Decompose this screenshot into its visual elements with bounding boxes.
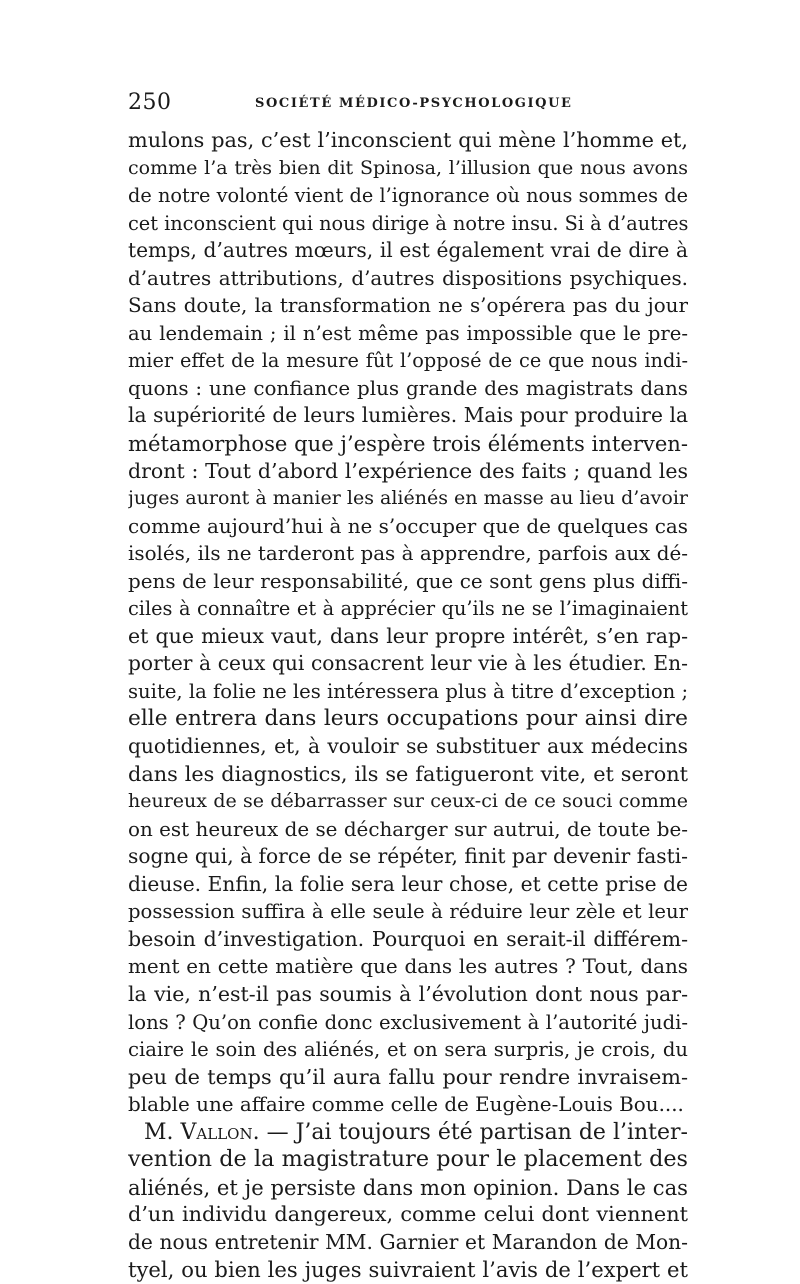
text-line: ciaire le soin des aliénés, et on sera surpris, je crois, du	[128, 1038, 688, 1062]
text-line: blable une affaire comme celle de Eugène-Louis Bou....	[128, 1093, 684, 1117]
text-line: suite, la folie ne les intéressera plus à titre d’exception ;	[128, 679, 688, 703]
text-line: vention de la magistrature pour le placement des	[128, 1146, 688, 1173]
body-text	[128, 127, 688, 1284]
text-line: de notre volonté vient de l’ignorance où nous sommes de	[128, 184, 688, 208]
text-line: ciles à connaître et à apprécier qu’ils ne se l’imaginaient	[128, 597, 688, 621]
text-line: la supériorité de leurs lumières. Mais pour produire la	[128, 403, 688, 428]
text-line: d’autres attributions, d’autres dispositions psychiques.	[128, 266, 688, 290]
text-line: sogne qui, à force de se répéter, finit par devenir fasti-	[128, 844, 688, 869]
text-line: métamorphose que j’espère trois éléments interven-	[128, 431, 688, 457]
text-line: tyel, ou bien les juges suivraient l’avis de l’expert et	[128, 1257, 688, 1283]
running-title: SOCIÉTÉ MÉDICO-PSYCHOLOGIQUE	[255, 96, 573, 111]
text-line: de nous entretenir MM. Garnier et Marandon de Mon-	[128, 1229, 688, 1254]
text-line	[128, 1119, 688, 1147]
text-line: comme aujourd’hui à ne s’occuper que de quelques cas	[128, 514, 688, 538]
text-line: possession suffira à elle seule à réduire leur zèle et leur	[128, 900, 688, 924]
text-line: la vie, n’est-il pas soumis à l’évolution dont nous par-	[128, 981, 688, 1006]
text-line: dieuse. Enfin, la folie sera leur chose, et cette prise de	[128, 871, 688, 896]
text-line: isolés, ils ne tarderont pas à apprendre, parfois aux dé-	[128, 542, 688, 566]
text-line: temps, d’autres mœurs, il est également vrai de dire à	[128, 238, 688, 263]
text-line: pens de leur responsabilité, que ce sont gens plus diffi-	[128, 569, 688, 593]
text-line: besoin d’investigation. Pourquoi en serait-il différem-	[128, 926, 688, 951]
text-line: Sans doute, la transformation ne s’opérera pas du jour	[128, 294, 688, 318]
text-line: on est heureux de se décharger sur autrui, de toute be-	[128, 817, 688, 841]
speaker-line-text: — J’ai toujours été partisan de l’inter-	[259, 1119, 688, 1145]
text-line: porter à ceux qui consacrent leur vie à les étudier. En-	[128, 651, 688, 676]
text-line: juges auront à manier les aliénés en masse au lieu d’avoir	[128, 487, 688, 510]
text-line: au lendemain ; il n’est même pas impossible que le pre-	[128, 321, 688, 345]
text-line: quotidiennes, et, à vouloir se substituer aux médecins	[128, 734, 688, 759]
paragraph-1	[128, 127, 688, 1119]
page-number: 250	[128, 90, 172, 115]
text-line: peu de temps qu’il aura fallu pour rendre invraisem-	[128, 1064, 688, 1089]
text-line: mier effet de la mesure fût l’opposé de ce que nous indi-	[128, 349, 688, 373]
text-line: heureux de se débarrasser sur ceux-ci de ce souci comme	[128, 790, 688, 813]
text-line: dront : Tout d’abord l’expérience des faits ; quand les	[128, 458, 688, 483]
text-line: comme l’a très bien dit Spinosa, l’illusion que nous avons	[128, 156, 688, 179]
speaker-name: M. Vallon.	[144, 1119, 260, 1145]
text-line: cet inconscient qui nous dirige à notre insu. Si à d’autres	[128, 211, 688, 235]
paragraph-2	[128, 1119, 688, 1284]
text-line: aliénés, et je persiste dans mon opinion. Dans le cas	[128, 1174, 688, 1200]
text-line: ment en cette matière que dans les autres ? Tout, dans	[128, 955, 688, 979]
running-head	[128, 90, 688, 120]
text-line: dans les diagnostics, ils se fatigueront vite, et seront	[128, 761, 688, 786]
text-line: lons ? Qu’on confie donc exclusivement à l’autorité judi-	[128, 1010, 688, 1034]
text-line: d’un individu dangereux, comme celui dont viennent	[128, 1202, 688, 1227]
text-line: et que mieux vaut, dans leur propre intérêt, s’en rap-	[128, 623, 688, 648]
text-line: quons : une confiance plus grande des magistrats dans	[128, 376, 688, 400]
text-line: mulons pas, c’est l’inconscient qui mène l’homme et,	[128, 128, 688, 152]
text-line: elle entrera dans leurs occupations pour ainsi dire	[128, 706, 688, 732]
